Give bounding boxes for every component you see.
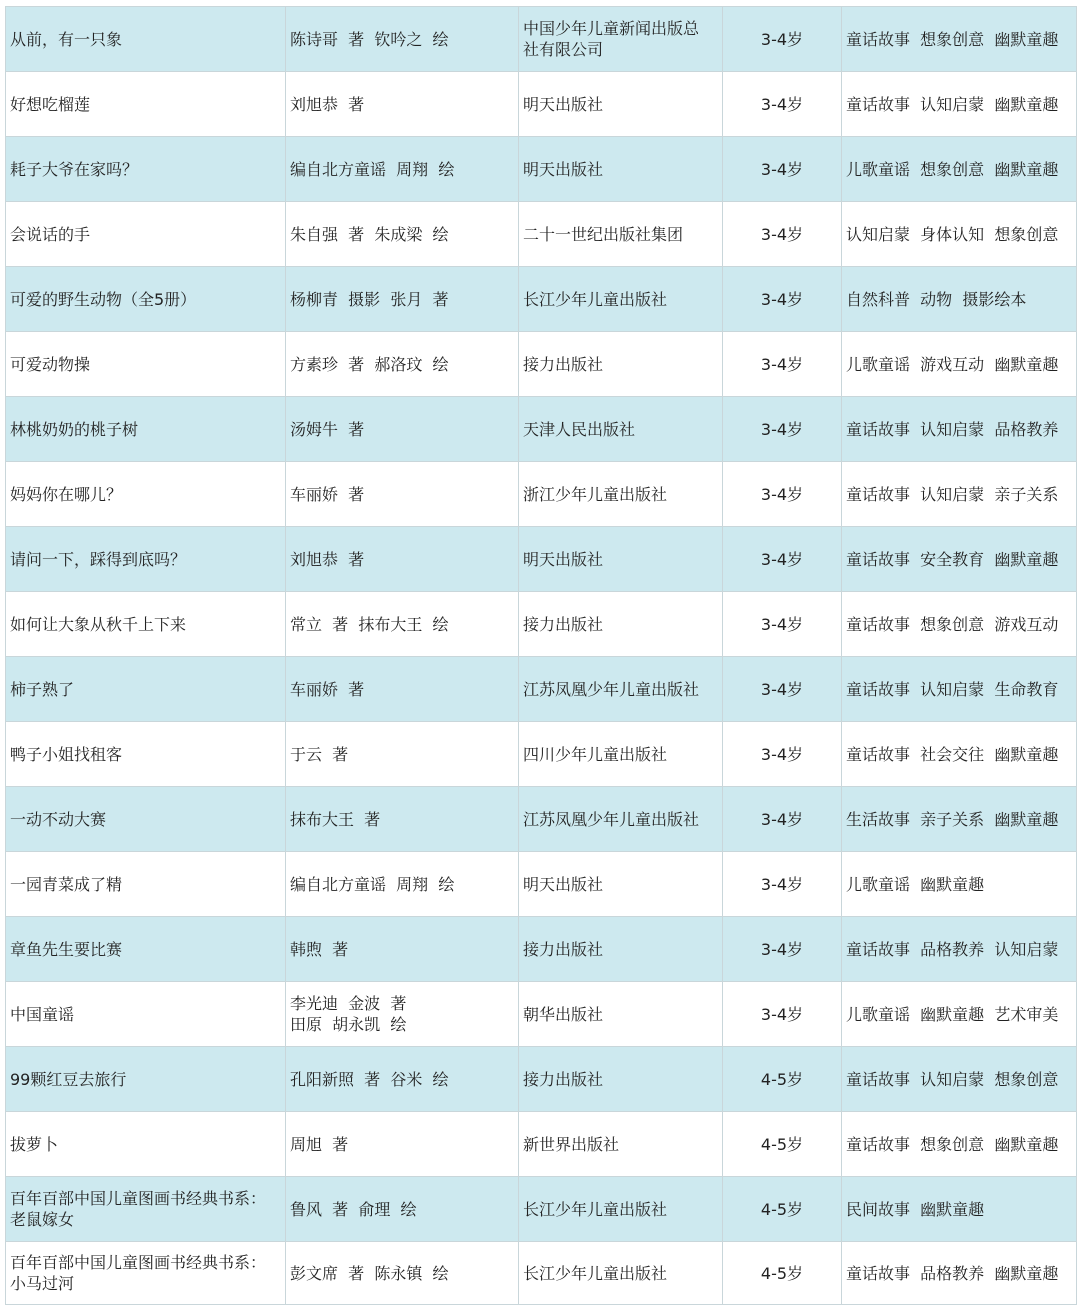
age-range-cell: 3-4岁 (723, 527, 842, 592)
author-cell (286, 722, 519, 787)
tags-cell: 儿歌童谣 幽默童趣 艺术审美 (842, 982, 1077, 1047)
publisher-cell (519, 592, 723, 657)
author-line: 车丽娇 著 (290, 484, 365, 504)
book-title-cell: 百年百部中国儿童图画书经典书系：老鼠嫁女 (6, 1177, 286, 1242)
book-title-cell: 林桃奶奶的桃子树 (6, 397, 286, 462)
publisher-line: 明天出版社 (523, 874, 604, 894)
book-title-cell: 一动不动大赛 (6, 787, 286, 852)
publisher-line: 接力出版社 (523, 614, 604, 634)
author-line: 李光迪 金波 著 (290, 994, 407, 1013)
publisher-cell (519, 657, 723, 722)
book-title-cell: 从前，有一只象 (6, 7, 286, 72)
age-range-cell: 3-4岁 (723, 137, 842, 202)
publisher-line: 明天出版社 (523, 549, 604, 569)
tags-cell: 民间故事 幽默童趣 (842, 1177, 1077, 1242)
age-range-cell: 3-4岁 (723, 592, 842, 657)
book-title-cell: 99颗红豆去旅行 (6, 1047, 286, 1112)
author-cell (286, 202, 519, 267)
publisher-cell (519, 7, 723, 72)
age-range-cell: 3-4岁 (723, 722, 842, 787)
age-range-cell: 3-4岁 (723, 852, 842, 917)
publisher-cell (519, 332, 723, 397)
author-cell (286, 462, 519, 527)
table-row (6, 462, 1077, 527)
publisher-cell (519, 527, 723, 592)
author-line: 韩煦 著 (290, 939, 349, 959)
tags-cell: 童话故事 品格教养 幽默童趣 (842, 1242, 1077, 1305)
author-cell (286, 397, 519, 462)
publisher-line: 浙江少年儿童出版社 (523, 484, 668, 504)
author-line: 彭文席 著 陈永镇 绘 (290, 1263, 449, 1283)
book-title-cell: 可爱动物操 (6, 332, 286, 397)
author-line: 周旭 著 (290, 1134, 349, 1154)
author-line: 于云 著 (290, 744, 349, 764)
book-title-cell: 鸭子小姐找租客 (6, 722, 286, 787)
age-range-cell: 3-4岁 (723, 397, 842, 462)
book-title-cell: 中国童谣 (6, 982, 286, 1047)
publisher-cell (519, 917, 723, 982)
author-cell (286, 1242, 519, 1305)
book-title-cell: 章鱼先生要比赛 (6, 917, 286, 982)
book-title-cell: 拔萝卜 (6, 1112, 286, 1177)
tags-cell: 童话故事 想象创意 幽默童趣 (842, 1112, 1077, 1177)
publisher-cell (519, 1177, 723, 1242)
publisher-line: 接力出版社 (523, 939, 604, 959)
publisher-line: 中国少年儿童新闻出版总 (523, 19, 700, 38)
table-body (6, 7, 1077, 1305)
book-title-cell: 一园青菜成了精 (6, 852, 286, 917)
table-row (6, 1177, 1077, 1242)
author-cell (286, 1047, 519, 1112)
author-cell (286, 7, 519, 72)
publisher-line: 朝华出版社 (523, 1004, 604, 1024)
age-range-cell: 3-4岁 (723, 787, 842, 852)
age-range-cell: 3-4岁 (723, 332, 842, 397)
tags-cell: 童话故事 想象创意 游戏互动 (842, 592, 1077, 657)
tags-cell: 童话故事 安全教育 幽默童趣 (842, 527, 1077, 592)
table-row (6, 397, 1077, 462)
book-title-cell: 百年百部中国儿童图画书经典书系：小马过河 (6, 1242, 286, 1305)
publisher-line: 长江少年儿童出版社 (523, 289, 668, 309)
publisher-cell (519, 267, 723, 332)
age-range-cell: 4-5岁 (723, 1177, 842, 1242)
tags-cell: 童话故事 品格教养 认知启蒙 (842, 917, 1077, 982)
tags-cell: 童话故事 想象创意 幽默童趣 (842, 7, 1077, 72)
book-title-cell: 耗子大爷在家吗？ (6, 137, 286, 202)
table-row (6, 527, 1077, 592)
table-row (6, 852, 1077, 917)
book-title-cell: 柿子熟了 (6, 657, 286, 722)
tags-cell: 童话故事 认知启蒙 亲子关系 (842, 462, 1077, 527)
publisher-line: 江苏凤凰少年儿童出版社 (523, 679, 700, 699)
tags-cell: 童话故事 社会交往 幽默童趣 (842, 722, 1077, 787)
author-line: 刘旭恭 著 (290, 549, 365, 569)
table-row (6, 72, 1077, 137)
age-range-cell: 3-4岁 (723, 462, 842, 527)
author-line: 陈诗哥 著 钦吟之 绘 (290, 29, 449, 49)
book-title-cell: 可爱的野生动物（全5册） (6, 267, 286, 332)
table-row (6, 722, 1077, 787)
publisher-cell (519, 397, 723, 462)
book-list-table-container (5, 6, 1075, 1305)
author-line: 编自北方童谣 周翔 绘 (290, 874, 455, 894)
tags-cell: 童话故事 认知启蒙 生命教育 (842, 657, 1077, 722)
author-cell (286, 137, 519, 202)
table-row (6, 332, 1077, 397)
table-row (6, 657, 1077, 722)
publisher-line: 长江少年儿童出版社 (523, 1263, 668, 1283)
tags-cell: 儿歌童谣 游戏互动 幽默童趣 (842, 332, 1077, 397)
table-row (6, 267, 1077, 332)
age-range-cell: 3-4岁 (723, 72, 842, 137)
author-line: 车丽娇 著 (290, 679, 365, 699)
book-title-cell: 会说话的手 (6, 202, 286, 267)
book-title-cell: 好想吃榴莲 (6, 72, 286, 137)
author-line: 刘旭恭 著 (290, 94, 365, 114)
age-range-cell: 3-4岁 (723, 267, 842, 332)
author-cell (286, 1112, 519, 1177)
tags-cell: 认知启蒙 身体认知 想象创意 (842, 202, 1077, 267)
publisher-line: 长江少年儿童出版社 (523, 1199, 668, 1219)
author-line: 朱自强 著 朱成梁 绘 (290, 224, 449, 244)
publisher-cell (519, 722, 723, 787)
publisher-line: 江苏凤凰少年儿童出版社 (523, 809, 700, 829)
publisher-line: 明天出版社 (523, 94, 604, 114)
publisher-cell (519, 1242, 723, 1305)
table-row (6, 1047, 1077, 1112)
book-title-cell: 妈妈你在哪儿？ (6, 462, 286, 527)
age-range-cell: 4-5岁 (723, 1242, 842, 1305)
book-list-table (5, 6, 1077, 1305)
book-title-cell: 请问一下，踩得到底吗？ (6, 527, 286, 592)
publisher-cell (519, 787, 723, 852)
tags-cell: 童话故事 认知启蒙 想象创意 (842, 1047, 1077, 1112)
publisher-line: 四川少年儿童出版社 (523, 744, 668, 764)
table-row (6, 7, 1077, 72)
publisher-cell (519, 462, 723, 527)
tags-cell: 童话故事 认知启蒙 幽默童趣 (842, 72, 1077, 137)
age-range-cell: 4-5岁 (723, 1047, 842, 1112)
publisher-line: 接力出版社 (523, 354, 604, 374)
author-line: 鲁风 著 俞理 绘 (290, 1199, 417, 1219)
publisher-line: 新世界出版社 (523, 1134, 620, 1154)
publisher-line: 明天出版社 (523, 159, 604, 179)
author-cell (286, 657, 519, 722)
age-range-cell: 3-4岁 (723, 917, 842, 982)
age-range-cell: 4-5岁 (723, 1112, 842, 1177)
table-row (6, 787, 1077, 852)
book-title-cell: 如何让大象从秋千上下来 (6, 592, 286, 657)
author-line: 常立 著 抹布大王 绘 (290, 614, 449, 634)
author-line: 杨柳青 摄影 张月 著 (290, 289, 449, 309)
tags-cell: 自然科普 动物 摄影绘本 (842, 267, 1077, 332)
table-row (6, 982, 1077, 1047)
author-cell (286, 787, 519, 852)
table-row (6, 1242, 1077, 1305)
author-cell (286, 527, 519, 592)
table-row (6, 1112, 1077, 1177)
tags-cell: 生活故事 亲子关系 幽默童趣 (842, 787, 1077, 852)
table-row (6, 202, 1077, 267)
publisher-cell (519, 852, 723, 917)
author-cell (286, 852, 519, 917)
author-cell (286, 592, 519, 657)
author-line: 编自北方童谣 周翔 绘 (290, 159, 455, 179)
author-cell (286, 72, 519, 137)
publisher-line: 社有限公司 (523, 40, 604, 59)
author-cell (286, 1177, 519, 1242)
author-line: 田原 胡永凯 绘 (290, 1015, 407, 1034)
author-cell (286, 267, 519, 332)
author-line: 抹布大王 著 (290, 809, 381, 829)
author-line: 孔阳新照 著 谷米 绘 (290, 1069, 449, 1089)
table-row (6, 592, 1077, 657)
author-cell (286, 982, 519, 1047)
publisher-line: 天津人民出版社 (523, 419, 636, 439)
publisher-cell (519, 202, 723, 267)
age-range-cell: 3-4岁 (723, 982, 842, 1047)
publisher-cell (519, 137, 723, 202)
tags-cell: 童话故事 认知启蒙 品格教养 (842, 397, 1077, 462)
age-range-cell: 3-4岁 (723, 7, 842, 72)
author-cell (286, 332, 519, 397)
author-line: 汤姆牛 著 (290, 419, 365, 439)
author-line: 方素珍 著 郝洛玟 绘 (290, 354, 449, 374)
publisher-cell (519, 1112, 723, 1177)
publisher-line: 接力出版社 (523, 1069, 604, 1089)
publisher-cell (519, 72, 723, 137)
age-range-cell: 3-4岁 (723, 657, 842, 722)
tags-cell: 儿歌童谣 想象创意 幽默童趣 (842, 137, 1077, 202)
publisher-cell (519, 982, 723, 1047)
publisher-line: 二十一世纪出版社集团 (523, 224, 684, 244)
author-cell (286, 917, 519, 982)
age-range-cell: 3-4岁 (723, 202, 842, 267)
table-row (6, 917, 1077, 982)
table-row (6, 137, 1077, 202)
tags-cell: 儿歌童谣 幽默童趣 (842, 852, 1077, 917)
publisher-cell (519, 1047, 723, 1112)
